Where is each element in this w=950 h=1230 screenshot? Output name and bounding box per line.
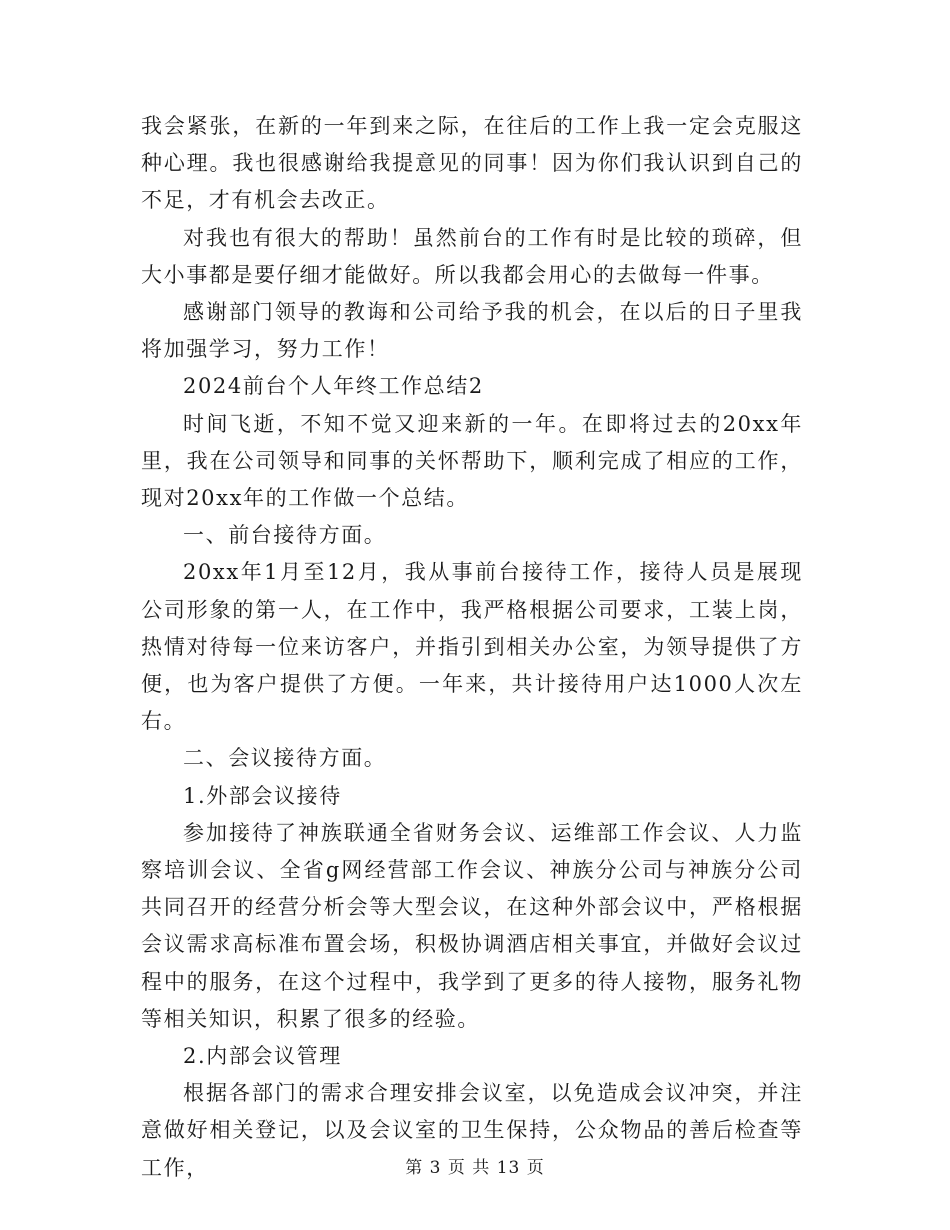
paragraph-5: 时间飞逝，不知不觉又迎来新的一年。在即将过去的20xx年里，我在公司领导和同事的关怀帮助下，顺利完成了相应的工作，现对20xx年的工作做一个总结。	[141, 411, 803, 511]
section-heading-summary-2: 2024前台个人年终工作总结2	[183, 374, 484, 399]
document-body	[141, 108, 803, 1187]
paragraph-2: 对我也有很大的帮助！虽然前台的工作有时是比较的琐碎，但大小事都是要仔细才能做好。所以我都会用心的去做每一件事。	[141, 225, 803, 287]
paragraph-1: 我会紧张，在新的一年到来之际，在往后的工作上我一定会克服这种心理。我也很感谢给我提意见的同事！因为你们我认识到自己的不足，才有机会去改正。	[141, 114, 803, 213]
page-number-footer: 第 3 页 共 13 页	[405, 1158, 545, 1178]
subheading-internal-meetings: 2.内部会议管理	[183, 1044, 342, 1069]
paragraph-7: 20xx年1月至12月，我从事前台接待工作，接待人员是展现公司形象的第一人，在工作中，我严格根据公司要求，工装上岗，热情对待每一位来访客户，并指引到相关办公室，为领导提供了方便，也为客户提供了方便。一年来，共计接待用户达1000人次左右。	[141, 560, 803, 734]
paragraph-3: 感谢部门领导的教诲和公司给予我的机会，在以后的日子里我将加强学习，努力工作！	[141, 300, 803, 362]
heading-meeting-reception: 二、会议接待方面。	[183, 746, 387, 771]
heading-front-desk-reception: 一、前台接待方面。	[183, 523, 387, 548]
paragraph-12: 根据各部门的需求合理安排会议室，以免造成会议冲突，并注意做好相关登记，以及会议室的卫生保持，公众物品的善后检查等工作，	[141, 1081, 803, 1180]
paragraph-10: 参加接待了神族联通全省财务会议、运维部工作会议、人力监察培训会议、全省g网经营部工作会议、神族分公司与神族分公司共同召开的经营分析会等大型会议，在这种外部会议中，严格根据会议需求高标准布置会场，积极协调酒店相关事宜，并做好会议过程中的服务，在这个过程中，我学到了更多的待人接物，服务礼物等相关知识，积累了很多的经验。	[141, 820, 803, 1031]
subheading-external-meetings: 1.外部会议接待	[183, 783, 342, 808]
